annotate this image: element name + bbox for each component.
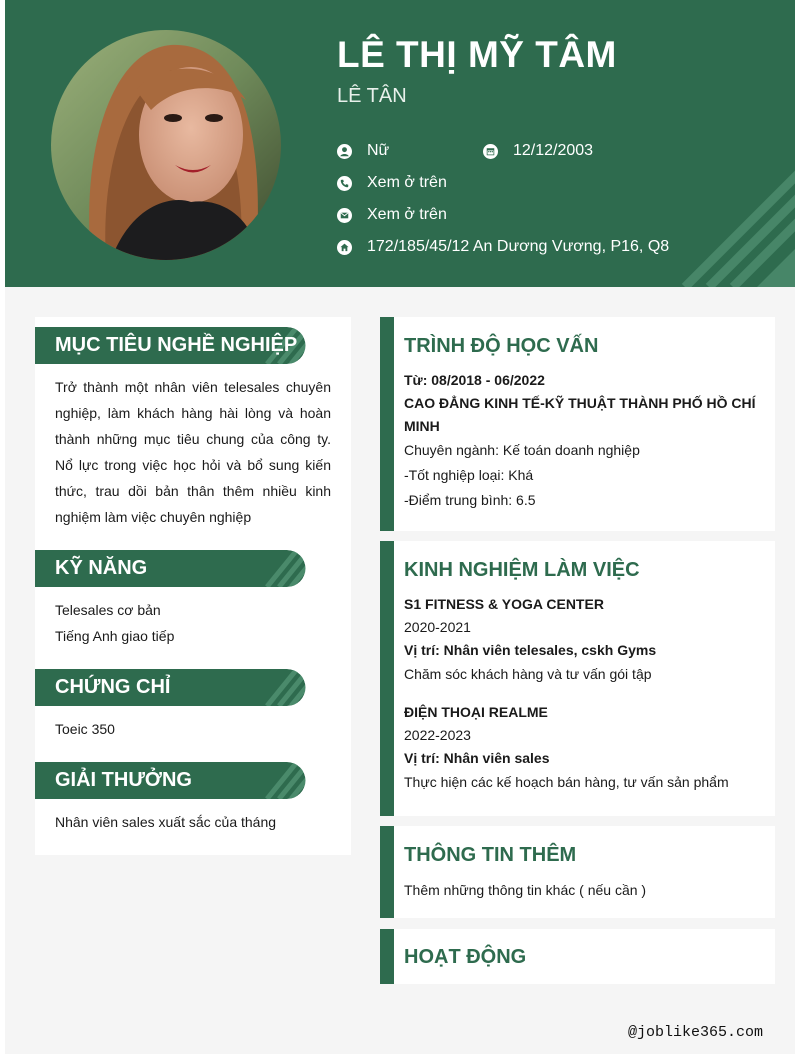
education-card [380,317,775,531]
activities-card [380,929,775,984]
career-goal-title: MỤC TIÊU NGHỀ NGHIỆP [55,334,298,356]
education-gpa: -Điểm trung bình: 6.5 [404,492,536,508]
awards-section [35,762,351,835]
education-period: Từ: 08/2018 - 06/2022 [404,372,545,388]
additional-info-card [380,826,775,918]
resume-page [5,0,795,1054]
calendar-icon [483,144,498,159]
home-icon [337,240,352,255]
skills-title: KỸ NĂNG [55,557,148,579]
card-accent-bar [380,541,394,816]
awards-list [35,809,351,835]
email-info [337,206,447,224]
education-rank: -Tốt nghiệp loại: Khá [404,467,534,483]
skill-item: Telesales cơ bản [55,602,161,618]
job-position: Vị trí: Nhân viên sales [404,750,550,766]
job-position: Vị trí: Nhân viên telesales, cskh Gyms [404,642,657,658]
additional-info-text: Thêm những thông tin khác ( nếu cần ) [404,882,647,898]
section-ribbon [35,327,306,364]
certificates-section [35,669,351,742]
job-entry [404,701,757,795]
skills-section [35,550,351,649]
address-info [337,238,669,256]
education-school: CAO ĐẲNG KINH TẾ-KỸ THUẬT THÀNH PHỐ HỒ CHÍ MINH [404,395,756,434]
card-accent-bar [380,826,394,918]
certificate-item: Toeic 350 [55,721,115,737]
additional-info-title: THÔNG TIN THÊM [404,844,577,866]
job-company: ĐIỆN THOẠI REALME [404,704,548,720]
phone-info [337,174,447,192]
section-ribbon [35,669,306,706]
career-goal-text: Trở thành một nhân viên telesales chuyên nghiệp, làm khách hàng hài lòng và hoàn thành những mục tiêu chung của công ty. Nổ lực trong việc học hỏi và bổ sung kiến thức, trau dồi bản thân thêm nhiều kinh nghiệm làm việc chuyên nghiệp [55,379,331,525]
profile-photo [51,30,281,260]
experience-card [380,541,775,816]
certificates-list [35,716,351,742]
address-value: 172/185/45/12 An Dương Vương, P16, Q8 [367,238,670,255]
activities-title: HOẠT ĐỘNG [404,946,527,968]
job-entry [404,593,757,687]
section-ribbon [35,550,306,587]
candidate-name: LÊ THỊ MỸ TÂM [337,34,617,75]
job-company: S1 FITNESS & YOGA CENTER [404,596,604,612]
certificates-title: CHỨNG CHỈ [55,676,171,698]
phone-value: Xem ở trên [367,174,447,191]
job-description: Thực hiện các kế hoạch bán hàng, tư vấn sản phẩm [404,774,729,790]
job-period: 2022-2023 [404,727,471,743]
career-goal-section [35,327,351,530]
left-column [35,317,351,855]
gender-value: Nữ [367,142,390,159]
mail-icon [337,208,352,223]
section-ribbon [35,762,306,799]
awards-title: GIẢI THƯỞNG [55,769,192,791]
education-major: Chuyên ngành: Kế toán doanh nghiệp [404,442,640,458]
award-item: Nhân viên sales xuất sắc của tháng [55,814,277,830]
skill-item: Tiếng Anh giao tiếp [55,628,175,644]
job-description: Chăm sóc khách hàng và tư vấn gói tập [404,666,652,682]
email-value: Xem ở trên [367,206,447,223]
header-stripes-decoration [675,167,795,287]
skills-list [35,597,351,649]
user-icon [337,144,352,159]
job-title: LÊ TÂN [337,85,407,107]
job-period: 2020-2021 [404,619,471,635]
birthday-info [483,142,593,160]
education-title: TRÌNH ĐỘ HỌC VẤN [404,335,599,357]
resume-header [5,0,795,287]
watermark: @joblike365.com [627,1024,763,1041]
card-accent-bar [380,929,394,984]
experience-title: KINH NGHIỆM LÀM VIỆC [404,559,640,581]
birthday-value: 12/12/2003 [513,142,594,159]
phone-icon [337,176,352,191]
card-accent-bar [380,317,394,531]
gender-info [337,142,389,160]
